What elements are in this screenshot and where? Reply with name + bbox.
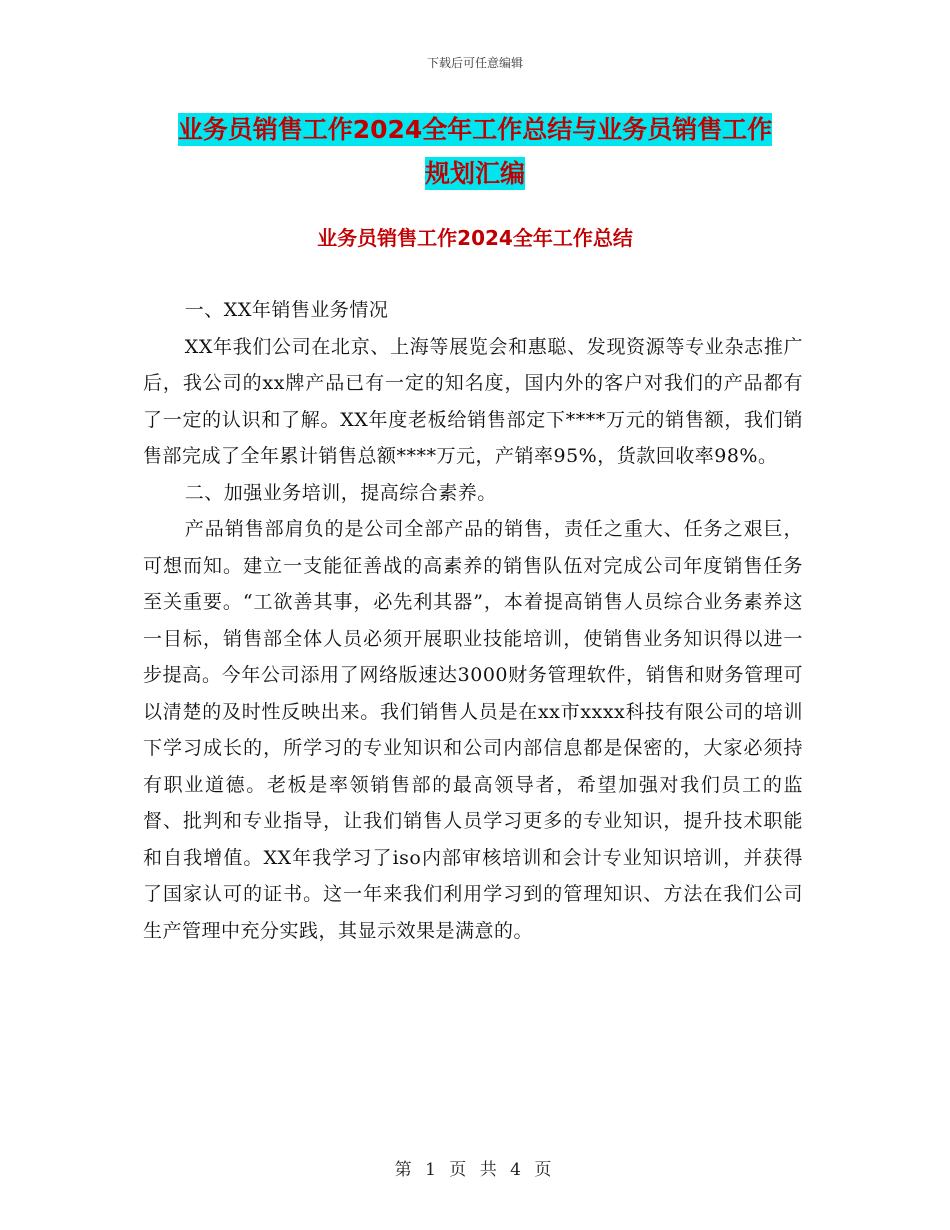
header-note: 下载后可任意编辑 [426, 56, 523, 70]
paragraph-1: XX年我们公司在北京、上海等展览会和惠聪、发现资源等专业杂志推广后，我公司的xx牌产品已有一定的知名度，国内外的客户对我们的产品都有了一定的认识和了解。XX年度老板给销售部定下****万元的销售额，我们销售部完成了全年累计销售总额****万元，产销率95%，货款回收率98%。 [143, 335, 803, 467]
document-title-line-2: 规划汇编 [424, 159, 525, 188]
document-title [140, 108, 810, 196]
body-text [143, 292, 803, 949]
paragraph-heading-2: 二、加强业务培训，提高综合素养。 [184, 481, 497, 504]
document-title-line-1: 业务员销售工作2024全年工作总结与业务员销售工作 [177, 115, 773, 144]
section-title: 业务员销售工作2024全年工作总结 [317, 226, 633, 250]
page-indicator: 第 1 页 共 4 页 [394, 1160, 556, 1180]
paragraph-heading-1: 一、XX年销售业务情况 [184, 299, 389, 321]
paragraph-2: 产品销售部肩负的是公司全部产品的销售，责任之重大、任务之艰巨，可想而知。建立一支能征善战的高素养的销售队伍对完成公司年度销售任务至关重要。“工欲善其事，必先利其器”，本着提高销售人员综合业务素养这一目标，销售部全体人员必须开展职业技能培训，使销售业务知识得以进一步提高。今年公司添用了网络版速达3000财务管理软件，销售和财务管理可以清楚的及时性反映出来。我们销售人员是在xx市xxxx科技有限公司的培训下学习成长的，所学习的专业知识和公司内部信息都是保密的，大家必须持有职业道德。老板是率领销售部的最高领导者，希望加强对我们员工的监督、批判和专业指导，让我们销售人员学习更多的专业知识，提升技术职能和自我增值。XX年我学习了iso内部审核培训和会计专业知识培训，并获得了国家认可的证书。这一年来我们利用学习到的管理知识、方法在我们公司生产管理中充分实践，其显示效果是满意的。 [143, 518, 803, 942]
